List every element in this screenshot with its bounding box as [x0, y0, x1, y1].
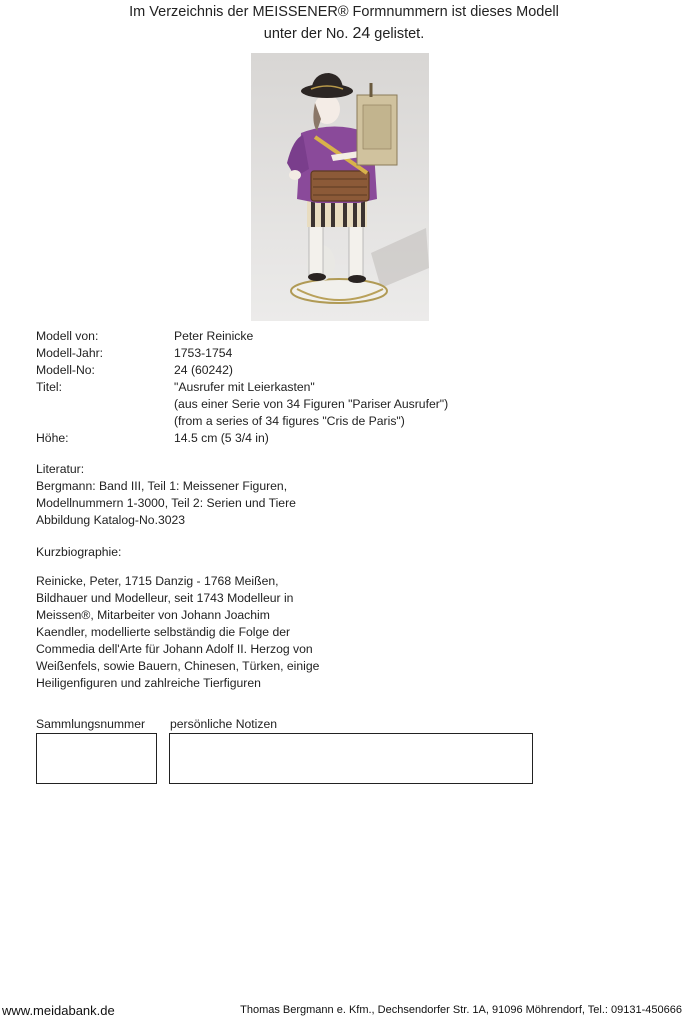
bio-line-4: Kaendler, modellierte selbständig die Folge der: [36, 625, 291, 639]
jahr-value: 1753-1754: [174, 346, 233, 360]
notizen-field[interactable]: [169, 733, 533, 784]
sammlungsnummer-label: Sammlungsnummer: [36, 717, 146, 731]
titel-label: Titel:: [36, 380, 62, 394]
detail-row-hoehe: [36, 430, 594, 447]
kurzbiographie-text: [36, 573, 336, 692]
literatur-line-1: Bergmann: Band III, Teil 1: Meissener Figuren,: [36, 479, 288, 493]
footer-address: Thomas Bergmann e. Kfm., Dechsendorfer Str. 1A, 91096 Möhrendorf, Tel.: 09131-450666: [240, 1004, 682, 1016]
jahr-label: Modell-Jahr:: [36, 346, 104, 360]
notizen-label: persönliche Notizen: [170, 717, 278, 731]
bio-line-2: Bildhauer und Modelleur, seit 1743 Modelleur in: [36, 591, 294, 605]
figurine-photo: [251, 53, 429, 321]
bio-line-7: Heiligenfiguren und zahlreiche Tierfiguren: [36, 676, 261, 690]
bio-line-1: Reinicke, Peter, 1715 Danzig - 1768 Meißen,: [36, 574, 279, 588]
titel-line-3: (from a series of 34 figures "Cris de Paris"): [174, 414, 405, 428]
kurzbiographie-heading: Kurzbiographie:: [36, 545, 122, 559]
hoehe-value: 14.5 cm (5 3/4 in): [174, 431, 269, 445]
bio-line-6: Weißenfels, sowie Bauern, Chinesen, Türken, einige: [36, 659, 320, 673]
header-line-1: Im Verzeichnis der MEISSENER® Formnummern ist dieses Modell: [129, 4, 559, 20]
detail-row-jahr: [36, 345, 594, 362]
titel-value: [174, 379, 594, 430]
bio-line-3: Meissen®, Mitarbeiter von Johann Joachim: [36, 608, 270, 622]
no-label: Modell-No:: [36, 363, 95, 377]
titel-line-1: "Ausrufer mit Leierkasten": [174, 380, 315, 394]
detail-row-modell-von: [36, 328, 594, 345]
header-line-2-prefix: unter der No.: [263, 26, 353, 42]
modell-von-label: Modell von:: [36, 329, 99, 343]
literatur-heading: Literatur:: [36, 462, 85, 476]
detail-row-no: [36, 362, 594, 379]
header-text: [0, 2, 688, 45]
literatur-line-2: Modellnummern 1-3000, Teil 2: Serien und Tiere: [36, 496, 296, 510]
model-details: [36, 328, 594, 447]
hoehe-label: Höhe:: [36, 431, 69, 445]
header-line-2-suffix: gelistet.: [370, 26, 425, 42]
no-value: 24 (60242): [174, 363, 233, 377]
literatur-section: [36, 461, 336, 529]
figurine-illustration: [251, 53, 429, 321]
header-line-2: [0, 23, 688, 45]
titel-line-2: (aus einer Serie von 34 Figuren "Pariser Ausrufer"): [174, 397, 449, 411]
modell-von-value: Peter Reinicke: [174, 329, 254, 343]
detail-row-titel: [36, 379, 594, 430]
model-number: 24: [352, 25, 371, 42]
literatur-line-3: Abbildung Katalog-No.3023: [36, 513, 186, 527]
bio-line-5: Commedia dell'Arte für Johann Adolf II. Herzog von: [36, 642, 313, 656]
sammlungsnummer-field[interactable]: [36, 733, 157, 784]
footer-website[interactable]: www.meidabank.de: [2, 1003, 115, 1018]
